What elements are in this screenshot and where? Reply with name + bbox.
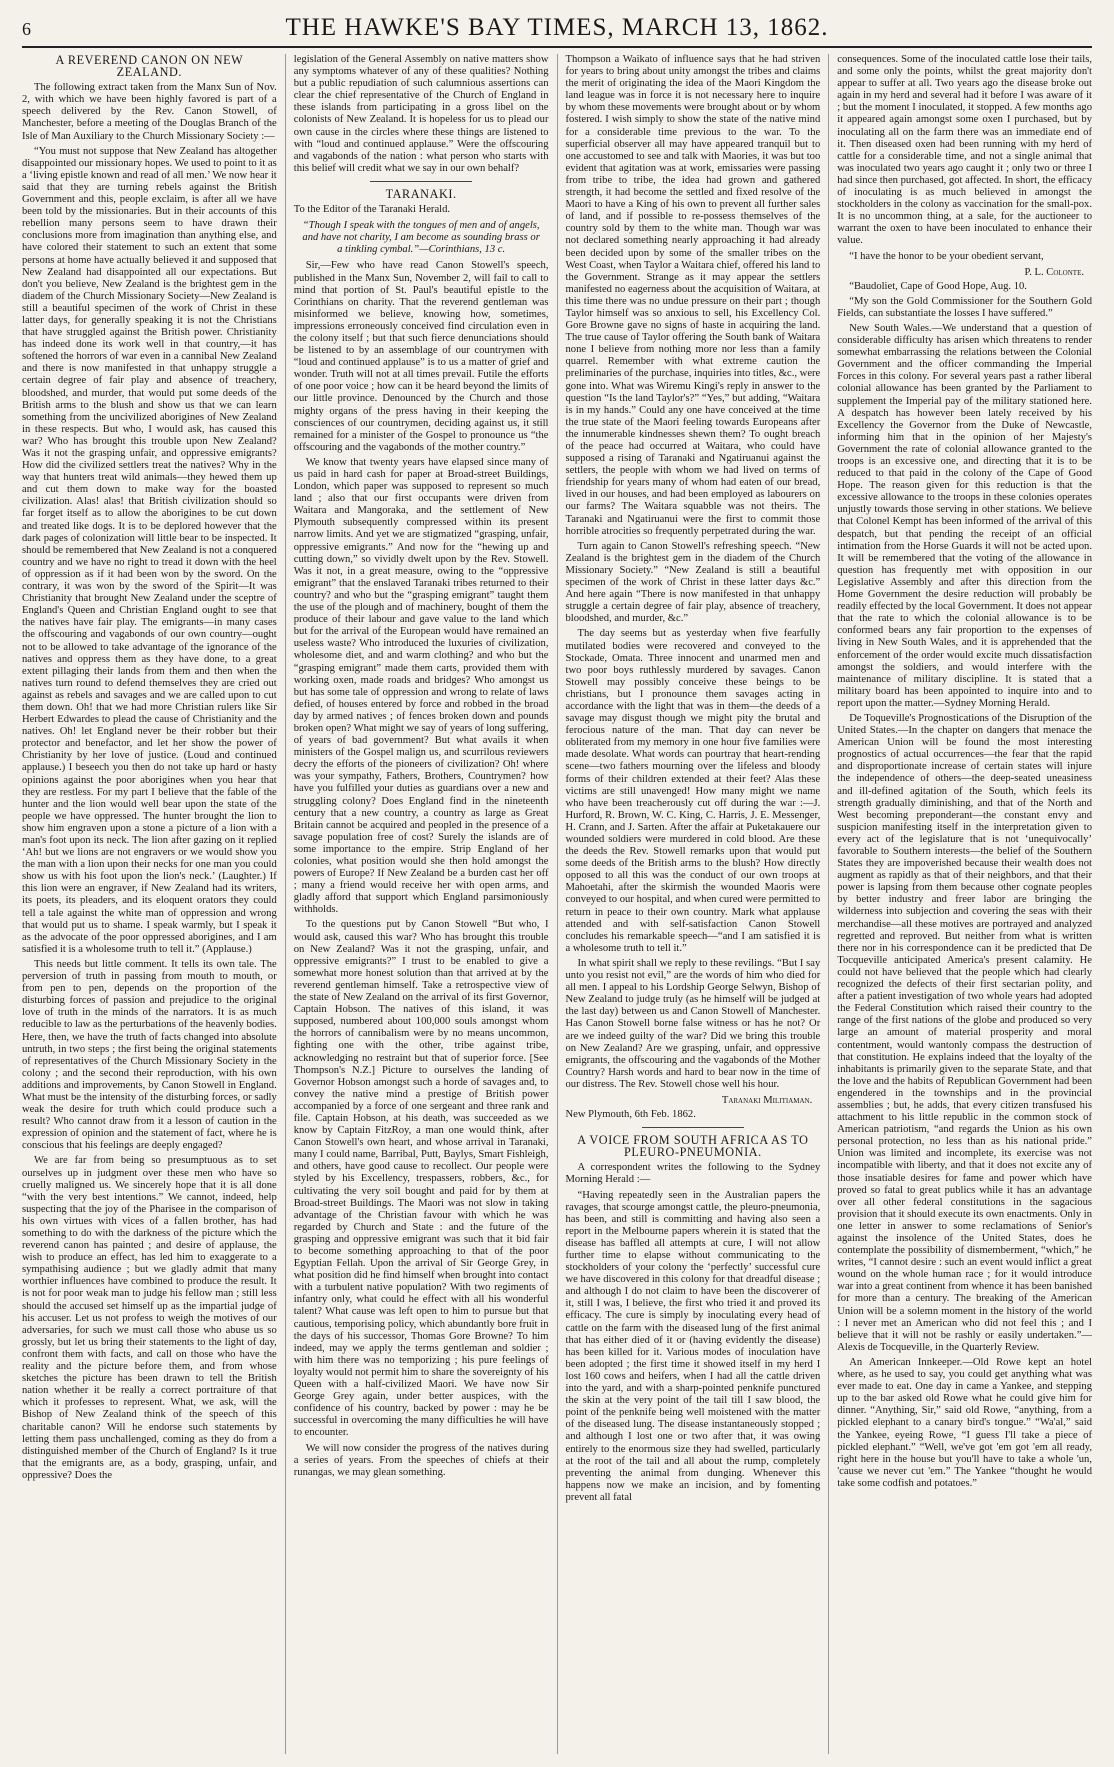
article-paragraph: We will now consider the progress of the natives during a series of years. From the speeches of chiefs at their runangas, we may glean something. [293, 1442, 549, 1478]
article-paragraph: Sir,—Few who have read Canon Stowell's speech, published in the Manx Sun, November 2, will fail to call to mind that portion of St. Paul's beautiful epistle to the Corinthians on charity. That the reverend gentleman was misinformed we believe, knowing how, sometimes, impressions erroneously conceived find circulation even in the colony itself ; but that such fierce denunciations should be listened to by an assemblage of our countrymen with “loud and continued applause” is to us a matter of grief and wonder. Truth will not at all times prevail. Futile the efforts of one poor voice ; how can it be heard beyond the limits of our little province. Denounced by the Church and those mighty organs of the press having in their keeping the consciences of our countrymen, deciding against us, it still remained for a minister of the Gospel to pronounce us “the offscouring and the vagabonds of the mother country.” [293, 260, 549, 453]
article-separator [370, 181, 472, 182]
article-paragraph: The day seems but as yesterday when five fearfully mutilated bodies were recovered and conveyed to the Stockade, Omata. Three innocent and unarmed men and two poor boys ruthlessly murdered by savages. Canon Stowell may possibly conceive these beings to be christians, but I pronounce them savages acting in accordance with the light that was in them—the deeds of a savage may disgust though we might pity the brutal and ferocious nature of the man. That day can never be obliterated from my memory in one hour five families were made desolate. What words can pourtray that heart-rending scene—two fathers mourning over the lifeless and bloody forms of their children extended at their feet? Alas these victims are still unavenged! How many might we name who have been treacherously cut off during the war :—J. Hurford, R. Brown, W. C. King, C. Harris, J. E. Messenger, H. Crann, and J. Sarten. After the affair at Puketakauere our wounded soldiers were murdered in cold blood. Are these the deeds the Rev. Stowell remarks upon that would put some deeds of the British arms to the blush? How directly opposed to all this was the conduct of our own troops at Mahoetahi, after the skirmish the wounded Maoris were conveyed to our hospital, and when cured were permitted to return in peace to their own country. Mark what applause attended and with self-satisfaction Canon Stowell concludes his remarkable speech—“and I am satisfied it is a wholesome truth to tell it.” [565, 628, 821, 954]
article-paragraph: A correspondent writes the following to the Sydney Morning Herald :— [565, 1162, 821, 1186]
article-paragraph: This needs but little comment. It tells its own tale. The perversion of truth in passing from mouth to mouth, or from pen to pen, depends on the proportion of the disturbing forces of passion and prejudice to the original love of truth in the minds of the narrators. It is as much reducible to law as the perturbations of the heavenly bodies. Here, then, we have the truth of facts changed into absolute untruth, in two steps ; the first being the original statements of representatives of the Church Missionary Society in the colony ; and the second their reproduction, with his own additions and improvements, by Canon Stowell in England. What must be the intensity of the disturbing forces, or sadly weak the desire for truth which could produce such a result? Who cannot draw from it a lesson of caution in the expression of opinion and the statement of fact, where he is conscious that his feelings are deeply engaged? [22, 958, 277, 1152]
article-paragraph: De Toqueville's Prognostications of the Disruption of the United States.—In the chapter on dangers that menace the American Union will be found the most interesting prognostics of actual occurrences—the fear that the rapid and disproportionate increase of certain states will injure the independence of others—the deep-seated uneasiness and ill-defined agitation of the South, which feels its strength gradually diminishing, and that of the North and West becoming preponderant—the constant envy and suspicion manifesting itself in the interpretation given to every act of the legislature that is not ‘unequivocally’ favorable to Southern interests—the belief of the Southern States they are impoverished because their wealth does not augment as rapidly as that of their neighbors, and that their power is lapsing from them because other cognate peoples by better industry and freer labor are bringing the wilderness into subjection and covering the seas with their merchandise—all these motives are portrayed and analyzed regretted and reproved. But neither from what is written there nor in his correspondence can it be predicted that De Tocqueville anticipated America's present calamity. He could not have believed that the people which had clearly recognized the defects of their first sectarian polity, and after a patient investigation of two whole years had adopted the Federal Constitution which raised their country to the range of the first nations of the globe and produced so very large an amount of material prosperity and moral contentment, would wantonly compass the destruction of that constitution. He explains indeed that the loyalty of the inhabitants is primarily given to the separate State, and that the love and the habits of Republican Government had been engendered in the townships and in the provincial assemblies ; but, he adds, that every citizen transfused his attachment to his little republic in the common stock of American patriotism, “and regards the Union as his own personal protection, no less than as his national pride.” Union was limited and incomplete, its exercise was not incompatible with liberty, and that it does not excite any of those insatiable desires for fame and power which have proved so fatal to great publics while it has an advantage over all other federal constitutions in the sagacious provision that it should execute its own enactments. Only in one letter in answer to some reclamations of Senior's against the insolence of the United States, does he contemplate the possibility of dismemberment, “which,” he writes, “I cannot desire : such an event would inflict a great wound on the whole human race ; for it would introduce war into a great continent from whence it has been banished for more than a century. The breaking of the American Union will be a solemn moment in the history of the world : I never met an American who did not feel this ; and I believe that it will not be rashly or easily undertaken.”—Alexis de Tocqueville, in the Quarterly Review. [837, 712, 1092, 1353]
column-2 [285, 54, 557, 1754]
dateline: New Plymouth, 6th Feb. 1862. [565, 1109, 696, 1121]
article-paragraph: “My son the Gold Commissioner for the Southern Gold Fields, can substantiate the losses I have suffered.” [837, 295, 1092, 319]
column-1 [22, 54, 285, 1754]
article-paragraph: legislation of the General Assembly on native matters show any symptoms whatever of any of these qualities? Nothing but a public repudiation of such calumnious assertions can clear the chief representative of the Church of England in these islands from participating in a gross libel on the colonists of New Zealand. It is hopeless for us to plead our own cause in the circles where these things are listened to with “loud and continued applause.” Were the offscouring and vagabonds of the nation : what person who starts with this belief will credit what we say in our own behalf? [293, 54, 549, 174]
article-paragraph: Turn again to Canon Stowell's refreshing speech. “New Zealand is the brightest gem in the diadem of the Church Missionary Society.” “New Zealand is still a beautiful specimen of the work of Christ in these latter days &c.” And here again “There is now manifested in that unhappy struggle a certain degree of fair play, absence of treachery, bloodshed, and murder, &c.” [565, 540, 821, 625]
masthead-rule [22, 46, 1092, 48]
article-title: A VOICE FROM SOUTH AFRICA AS TO PLEURO-PNEUMONIA. [577, 1133, 809, 1160]
column-3 [557, 54, 829, 1754]
page-number: 6 [22, 19, 31, 39]
article-paragraph: In what spirit shall we reply to these revilings. “But I say unto you resist not evil,” are the words of him who died for all men. I appeal to his Lordship George Selwyn, Bishop of New Zealand to judge truly (as he himself will be judged at the last day) between us and Canon Stowell of Manchester. Has Canon Stowell borne false witness or has he not? Or are we indeed guilty of the war? Did we bring this trouble on New Zealand? Are we grasping, unfair, and oppressive emigrants, the offscouring and the vagabonds of the Mother Country? Harsh words and hard to bear now in the time of our distress. The Rev. Stowell chose well his hour. [565, 957, 821, 1090]
article-title: A REVEREND CANON ON NEW ZEALAND. [55, 54, 244, 80]
article-paragraph: “Having repeatedly seen in the Australian papers the ravages, that scourge amongst cattle, the pleuro-pneumonia, has been, and still is committing and having also seen a report in the Melbourne papers wherein it is stated that the disease has baffled all attempts at cure, I will not allow further time to elapse without communicating to the stockholders of your colony the ‘perfectly’ successful cure we have discovered in this colony for that dreadful disease ; and although I do not claim to have been the discoverer of it, still I was, I believe, the first who tried it and proved its efficacy. The cure is simply by inoculating every head of cattle on the farm with the diseased lung of the first animal that has either died of it or (having evidently the disease) has been killed for it. Various modes of inoculation have been adopted ; the first time it showed itself in my herd I lost 160 cows and heifers, when I had all the cattle driven into the yard, and with a sharp-pointed penknife punctured the skin at the very point of the tail till I saw blood, the point of the penknife being well moistened with the matter of the diseased lung. The disease instantaneously stopped ; and although I lost one or two after that, it was owing entirely to the enormous size they had swelled, particularly at the root of the tail and all about the rump, completely preventing the animal from dunging. Whenever this happens now we make an incision, and by fomenting prevent all fatal [565, 1189, 821, 1503]
article-paragraph: consequences. Some of the inoculated cattle lose their tails, and some only the points, whilst the great majority don't appear to suffer at all. Two years ago the disease broke out again in my herd and several had it before I was aware of it ; but the moment I inoculated, it stopped. A few months ago it appeared again amongst some oxen I purchased, but by inoculating all on the farm there was an immediate end of it. Then diseased oxen had been running with my herd of cattle for a considerable time, and not a single animal that was inoculated two years ago caught it ; only two or three I had since then purchased, got affected. In short, the efficacy of inoculating is as much believed in amongst the stockholders in the colony as vaccination for the small-pox. It is no uncommon thing, at a sale, for the auctioneer to warrant the oxen to have been inoculated to enhance their value. [837, 54, 1092, 247]
article-paragraph: “I have the honor to be your obedient servant, [849, 250, 1044, 262]
newspaper-title: THE HAWKE'S BAY TIMES, MARCH 13, 1862. [285, 14, 829, 41]
article-paragraph: Thompson a Waikato of influence says that he had striven for years to bring about unity amongst the tribes and claims the merit of originating the idea of the Maori Kingdom the land league was in force it is not necessary here to inquire by whom these movements were brought about or by whom fostered. I wish simply to show the state of the native mind for a considerable time previous to the war. To the superficial observer all may have appeared tranquil but to one accustomed to see and talk with Maories, it was but too evident that agitation was at work, emissaries were passing from tribe to tribe, the idea had grown and gathered strength, it had become the settled and fixed resolve of the Maori to have a King of his own to prevent all further sales of land, and if possible to re-possess themselves of the country sold by them to the white man. Though war was not declared something nearly approaching it had already been decided upon by some of the smaller tribes on the West Coast, when Taylor a Waitara chief, offered his land to the Government. Strange as it may appear the settlers manifested no eagerness about the acquisition of Waitara, at this time there was no undue pressure on their part ; though Taylor himself was so anxious to sell, his Excellency Col. Gore Browne gave no signs of haste in acquiring the land. The true cause of Taylor offering the South bank of Waitara none I believe from nothing more nor less than a family quarrel. Remember with what extreme caution the preliminaries of the purchase, inquiries into titles, &c., were gone into. What was Wiremu Kingi's reply in answer to the question “Is the land Taylor's?” “Yes,” but adding, “Waitara is in my hands.” Could any one have conceived at the time the true state of the Maori feeling towards Europeans after the innumerable kindnesses shewn them? To ought breach of the peace had occurred at Waitara, who could have supposed a rising of Taranaki and Ngatiruanui against the settlers, the people with whom we had lived on terms of friendship for years many of whom had eaten of our bread, lived in our houses, and had been employed as labourers on our farms? The Waitara squabble was not theirs. The Taranaki and Ngatiruanui were the first to commit those horrible atrocities so frequently perpetrated during the war. [565, 54, 821, 537]
dateline: To the Editor of the Taranaki Herald. [293, 204, 451, 216]
article-separator [642, 1127, 744, 1128]
article-paragraph: “Baudoliet, Cape of Good Hope, Aug. 10. [849, 280, 1027, 292]
signature: Taranaki Militiaman. [721, 1094, 813, 1106]
article-paragraph: The following extract taken from the Manx Sun of Nov. 2, with which we have been highly favored is part of a speech delivered by the Rev. Canon Stowell, of Manchester, before a meeting of the Douglas Branch of the Isle of Man Auxiliary to the Church Missionary Society :— [22, 82, 277, 142]
article-paragraph: New South Wales.—We understand that a question of considerable difficulty has arisen which threatens to render somewhat embarrassing the relations between the Colonial Government and the officer commanding the Imperial Forces in this colony. For several years past a rather liberal colonial allowance has been granted by the Parliament to supplement the Imperial pay of the military stationed here. A despatch has however been lately received by his Excellency the Governor from the Duke of Newcastle, informing him that in the opinion of her Majesty's Government the rate of colonial allowance granted to the troops is an excessive one, and directing that it is to be reduced to that paid in the colony of the Cape of Good Hope. The reason given for this reduction is that the excessive allowance to the troops in these colonies operates unjustly towards those serving in other stations. We believe that Colonel Kempt has been informed of the arrival of this despatch, but that pending the receipt of an official intimation from the Horse Guards it will not be acted upon. It will be remembered that the voting of the allowance in question has frequently met with opposition in our Legislative Assembly and after this direction from the Home Government the desire reduction will probably be readily effected by the local Government. It does not appear that the rate to which the colonial allowance is to be conformed bears any fair proportion to the expenses of living in New South Wales, and it is apprehended that the enforcement of the order would excite much dissatisfaction amongst the soldiers, and would interfere with the maintenance of military discipline. It is stated that a military board has been appointed to inquire into and to report upon the matter.—Sydney Morning Herald. [837, 322, 1092, 709]
epigraph: “Though I speak with the tongues of men and of angels, and have not charity, I am become as sounding brass or a tinkling cymbal.”—Corinthians, 13 c. [302, 220, 540, 256]
article-paragraph: To the questions put by Canon Stowell “But who, I would ask, caused this war? Who has brought this trouble on New Zealand? Was it not the grasping, unfair, and oppressive emigrants?” I trust to be enabled to give a somewhat more honest solution than that arrived at by the reverend gentleman himself. Take a retrospective view of the state of New Zealand on the arrival of its first Governor, Captain Hobson. The natives of this island, it was supposed, numbered about 100,000 souls amongst whom the horrors of cannibalism were by no means uncommon, fighting one with the other, tribe against tribe, acknowledging no restraint but that of superior force. [See Thompson's N.Z.] Picture to ourselves the landing of Governor Hobson amongst such a horde of savages and, to convey the native mind a prestige of British power accompanied by a force of one sergeant and three rank and file. Captain Hobson, at his death, was succeeded as we know by Captain FitzRoy, a man one would think, after Canon Stowell's own heart, and whose arrival in Taranaki, many I could name, Barribal, Putt, Baylys, Smart Fishleigh, and others, have good cause to recollect. Our people were styled by his Excellency, trespassers, robbers, &c., for cultivating the very soil bought and paid for by them at Broad-street Buildings. The Maori was not slow in taking advantage of the Christian favour with which he was regarded by Church and State : and the future of the grasping and oppressive emigrant was such that it bid fair to become something approaching to that of the poor Egyptian Fellah. Upon the arrival of Sir George Grey, in what position did he find himself when brought into contact with a turbulent native population? With two regiments of infantry only, what could he effect with all his wonderful talent? What cause was left open to him to pursue but that cautious, temporising policy, which abundantly bore fruit in the days of his successor, Thomas Gore Browne? To him indeed, may we apply the terms gentleman and soldier ; with him there was no temporizing ; his pure feelings of loyalty would not permit him to share the sovereignty of his Queen with a half-civilized Maori. We have now Sir George Grey again, under better auspices, with the confidence of his country, backed by power : may he be successful in overcoming the many difficulties he will have to encounter. [293, 919, 549, 1439]
masthead [22, 14, 1092, 44]
article-paragraph: “You must not suppose that New Zealand has altogether disappointed our missionary hopes. We used to point to it as a ‘living epistle known and read of all men.’ We now hear it said that they are turning rebels against the British Government and this, people exclaim, is after all we have been told by the missionaries. But in their accounts of this rebellion many persons seem to have drawn their conclusions more from imagination than anything else, and have colored their statement to such an extent that some persons at home have actually believed it and supposed that New Zealand had disappointed all our expectations. But don't you believe, New Zealand is the brightest gem in the diadem of the Church Missionary Society—New Zealand is still a beautiful specimen of the work of Christ in these latter days, for generally speaking it is not the Christians that have struggled against the British power. Christianity has indeed done its work well in that country,—it has softened the horrors of war even in a cannibal New Zealand and there is now manifested in that unhappy struggle a certain degree of fair play and absence of treachery, bloodshed, and murder, that would put some deeds of the British arms to the blush and show us that we can learn something from the uncivilized aborigines of New Zealand in these respects. But who, I would ask, has caused this war? Who has brought this trouble upon New Zealand? Was it not the grasping unfair, and oppressive emigrants? How did the civilized settlers treat the natives? Why in the way that hunters treat wild animals—they hewed them up and cut them down to make way for the boasted civilization. Alas! alas! that British civilization should so far forget itself as to allow the aborigines to be cut down and treated like dogs. It is to be deplored however that the dark pages of colonization will little bear to be inspected. It should be remembered that New Zealand is not a conquered country and we have no right to tread it down with the heel of oppression as if it had been won by the sword. On the contrary, it was won by the sword of the Spirit—It was Christianity that brought New Zealand under the sceptre of England's Queen and Christian England ought to see that the natives have fair play. The emigrants—in many cases the offscouring and vagabonds of our own country—ought not to be allowed to take advantage of the ignorance of the natives and oppress them as they have done, to a great extent pillaging their lands from them and then when the natives turn round to defend themselves they are cried out against as rebels and savages and we are called upon to cut them down. Oh! that we had more Christian rulers like Sir Herbert Edwardes to plead the cause of Christianity and the natives. Oh! let England never be their robber but their protector and benefactor, and let her show the power of Christianity by her love of justice. (Loud and continued applause.) I beseech you then do not take up hard or hasty opinions against the poor aborigines when you hear that they are restless. For my part I believe that the fable of the hunter and the lion would well bear upon the state of the people we have oppressed. The hunter brought the lion to show him engraven upon a stone a picture of a lion with a man's foot upon its neck. The lion after gazing on it replied ‘Ah! but we lions are not engravers or we would show you the man with a lion upon their necks for one man you could show us with his foot upon the lion's neck.’ (Laughter.) If this lion were an engraver, if New Zealand had its writers, its poets, its pleaders, and its eloquent orators they could tell a tale against the white man of oppression and wrong that would put us to shame. I speak warmly, but I speak it as the advocate of the poor oppressed aborigines, and I am satisfied it is a wholesome truth to tell it.” (Applause.) [22, 145, 277, 955]
article-paragraph: An American Innkeeper.—Old Rowe kept an hotel where, as he used to say, you could get anything what was ever made to eat. One day in came a Yankee, and stepping up to the bar asked old Rowe what he could give him for dinner. “Anything, Sir,” said old Rowe, “anything, from a pickled elephant to a canary bird's tongue.” “Wa'al,” said the Yankee, eyeing Rowe, “I guess I'll take a piece of pickled elephant.” “Well, we've got 'em got 'em all ready, right here in the house but you'll have to take a whole 'un, 'cause we never cut 'em.” The Yankee “thought he would take some codfish and potatoes.” [837, 1356, 1092, 1489]
article-paragraph: We are far from being so presumptuous as to set ourselves up in judgment over these men who have so cruelly maligned us. We sincerely hope that it is all done “with the very best intentions.” We cannot, indeed, help suspecting that the joy of the Pharisee in the comparison of his own virtues with vices of a fallen brother, has had something to do with the darkness of the picture which the reverend canon has painted ; and desire of applause, the wish to produce an effect, has led him to exaggerate to a sympathising audience ; but we gladly admit that many worthier influences have combined to produce the result. It is not for poor weak man to judge his fellow man ; still less should the accused set himself up as the impartial judge of his accuser. Let us not profess to weigh the motives of our adversaries, for such we must call those who abuse us so grossly, but let us bring their statements to the light of day, confront them with facts, and call on those who have the reality and the picture before them, and from whose sketches the picture has been drawn to tell the British nation whether it be really a correct portraiture of that which it professes to represent. What, we ask, will the Bishop of New Zealand think of the speech of this charitable canon? Will he endorse such statements by letting them pass unchallenged, coming as they do from a distinguished member of the Church of England? Is it true that the emigrants are, as a body, grasping, unfair, and oppressive? Does the [22, 1155, 277, 1481]
columns [22, 54, 1092, 1754]
signature: P. L. Colonte. [1024, 266, 1084, 278]
article-paragraph: We know that twenty years have elapsed since many of us paid in hard cash for paper at Broad-street Buildings, London, which paper was supposed to represent so much land ; also that our first occupants were driven from Waitara and Mangoraka, and the settlement of New Plymouth subsequently compressed within its present narrow limits. And yet we are stigmatized “grasping, unfair, oppressive emigrants.” And now for the “hewing up and cutting down,” so vividly dwelt upon by the Rev. Stowell. Was it not, in a great measure, owing to the “oppressive emigrant” that the enslaved Taranaki tribes returned to their country? and who but the “grasping emigrant” taught them the use of the plough and of machinery, bought of them the produce of their labour and gave value to the land which but for the arrival of the European would have remained an useless waste? Who introduced the luxuries of civilization, wholesome diet, and and warm clothing? and who but the “grasping emigrant” made them carts, provided them with working oxen, made roads and bridges? Who amongst us but has some tale of oppression and wrong to relate of laws defied, of houses entered by force and robbed in the broad day by armed natives ; of fences broken down and pounds broken open? What might we say of years of long suffering, of years of bad government? But what avails it when ministers of the Gospel malign us, and scurrilous reviewers decry the efforts of the pioneers of civilization? Oh! where was your sympathy, Fathers, Brothers, Countrymen? how have you fulfilled your duties as guardians over a new and struggling colony? Does England find in the nineteenth century that a new country, a country as large as Great Britain cannot be acquired and peopled in the presence of a savage population free of cost? Surely the islands are of some importance to the empire. Strip England of her colonies, what position would she then hold amongst the powers of Europe? If New Zealand be a burden cast her off ; many a friend would receive her with open arms, and gladly afford that support which England parsimoniously withholds. [293, 456, 549, 916]
article-title: TARANAKI. [385, 186, 457, 201]
column-4 [828, 54, 1092, 1754]
